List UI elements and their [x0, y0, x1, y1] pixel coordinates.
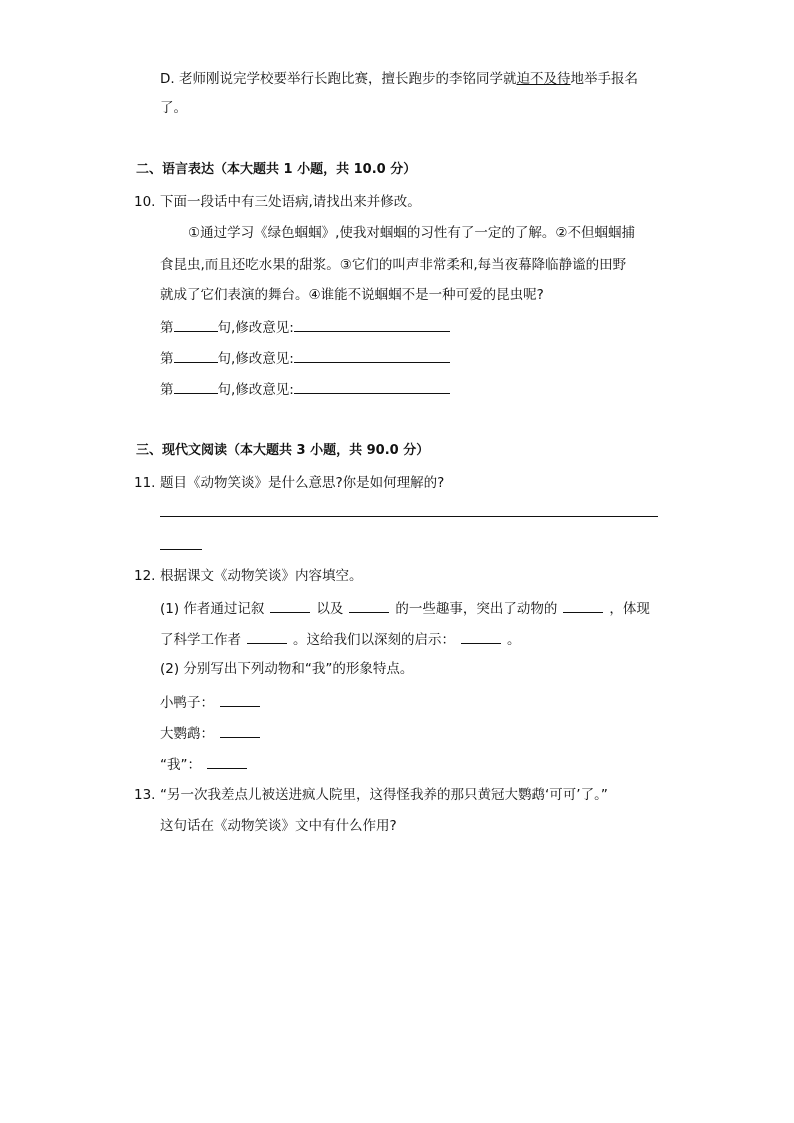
section-2-heading: 二、语言表达（本大题共 1 小题，共 10.0 分）: [136, 162, 417, 177]
q9-option-d-text: D. 老师刚说完学校要举行长跑比赛，擅长跑步的李铭同学就: [160, 71, 517, 87]
q12-blank-4[interactable]: [247, 629, 287, 644]
q11-prompt: 题目《动物笑谈》是什么意思?你是如何理解的?: [160, 475, 445, 491]
fill-label-suffix: 句,修改意见:: [217, 382, 294, 398]
q12-text: 。: [507, 632, 521, 648]
q10-fill-row-1: [160, 317, 450, 337]
q9-option-d-line2: 了。: [160, 100, 187, 116]
q10-passage-line1: ①通过学习《绿色蝈蝈》,使我对蝈蝈的习性有了一定的了解。②不但蝈蝈捕: [188, 225, 635, 241]
item-label: “我”：: [160, 757, 201, 773]
sentence-number-blank[interactable]: [174, 317, 218, 332]
item-blank[interactable]: [220, 723, 260, 738]
q12-prompt: 根据课文《动物笑谈》内容填空。: [160, 568, 363, 584]
item-label: 大鹦鹉：: [160, 726, 214, 742]
q12-sub2: (2) 分别写出下列动物和“我”的形象特点。: [160, 661, 414, 677]
q11-answer-line[interactable]: [160, 516, 658, 517]
fill-label-prefix: 第: [160, 351, 174, 367]
item-blank[interactable]: [207, 754, 247, 769]
q12-number: 12.: [134, 568, 156, 584]
q12-item-duckling: [160, 692, 260, 712]
revision-blank[interactable]: [294, 348, 450, 363]
q9-option-d-line1: [160, 70, 638, 88]
sentence-number-blank[interactable]: [174, 348, 218, 363]
fill-label-prefix: 第: [160, 382, 174, 398]
q11-number: 11.: [134, 475, 156, 491]
q12-item-parrot: [160, 723, 260, 743]
q12-item-me: [160, 754, 247, 774]
q12-blank-3[interactable]: [563, 598, 603, 613]
revision-blank[interactable]: [294, 379, 450, 394]
fill-label-suffix: 句,修改意见:: [217, 351, 294, 367]
q12-blank-2[interactable]: [349, 598, 389, 613]
revision-blank[interactable]: [294, 317, 450, 332]
q10-number: 10.: [134, 194, 156, 210]
q12-blank-1[interactable]: [270, 598, 310, 613]
q12-sub1-line2: [160, 629, 521, 649]
q10-passage-line3: 就成了它们表演的舞台。④谁能不说蝈蝈不是一种可爱的昆虫呢?: [160, 287, 544, 303]
q12-text: (1) 作者通过记叙: [160, 601, 265, 617]
fill-label-suffix: 句,修改意见:: [217, 320, 294, 336]
item-label: 小鸭子：: [160, 695, 214, 711]
section-3-heading: 三、现代文阅读（本大题共 3 小题，共 90.0 分）: [136, 443, 430, 458]
q12-sub1-line1: [160, 598, 650, 618]
q12-blank-5[interactable]: [461, 629, 501, 644]
q10-prompt: 下面一段话中有三处语病,请找出来并修改。: [160, 194, 421, 210]
q12-text: 。这给我们以深刻的启示：: [293, 632, 455, 648]
q10-fill-row-3: [160, 379, 450, 399]
sentence-number-blank[interactable]: [174, 379, 218, 394]
q9-option-d-text-end: 地举手报名: [570, 71, 638, 87]
q9-option-d-underlined: 迫不及待: [516, 71, 571, 87]
q13-line1: “另一次我差点儿被送进疯人院里，这得怪我养的那只黄冠大鹦鹉‘可可’了。”: [160, 787, 608, 803]
q10-fill-row-2: [160, 348, 450, 368]
q11-answer-line-end[interactable]: [160, 549, 202, 550]
q10-passage-line2: 食昆虫,而且还吃水果的甜浆。③它们的叫声非常柔和,每当夜幕降临静谧的田野: [160, 257, 627, 273]
q12-text: 以及: [316, 601, 344, 617]
q13-line2: 这句话在《动物笑谈》文中有什么作用?: [160, 818, 397, 834]
q13-number: 13.: [134, 787, 156, 803]
q12-text: 的一些趣事，突出了动物的: [395, 601, 558, 617]
fill-label-prefix: 第: [160, 320, 174, 336]
q12-text: 了科学工作者: [160, 632, 241, 648]
item-blank[interactable]: [220, 692, 260, 707]
q12-text: ，体现: [609, 601, 650, 617]
